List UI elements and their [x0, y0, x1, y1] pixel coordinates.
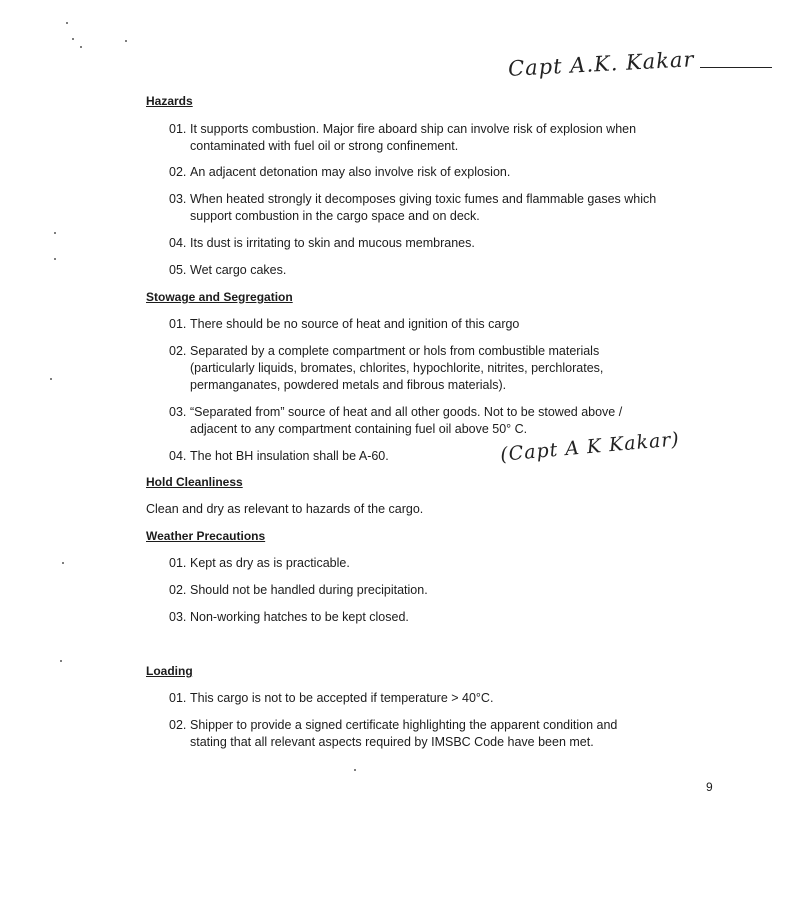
page-number: 9	[706, 780, 713, 794]
scan-speck	[354, 769, 356, 771]
hazard-item-1	[169, 121, 729, 155]
hold-cleanliness-text: Clean and dry as relevant to hazards of the cargo.	[146, 502, 424, 516]
item-number: 03.	[169, 610, 187, 624]
scan-speck	[54, 258, 56, 260]
item-text: Its dust is irritating to skin and mucous membranes.	[190, 236, 475, 250]
scan-speck	[72, 38, 74, 40]
item-number: 02.	[169, 165, 187, 179]
hazard-item-5	[169, 262, 729, 279]
hold-cleanliness-heading: Hold Cleanliness	[146, 475, 243, 489]
item-text: When heated strongly it decomposes giving toxic fumes and flammable gases which	[190, 192, 657, 206]
stowage-heading: Stowage and Segregation	[146, 290, 293, 304]
item-number: 01.	[169, 317, 187, 331]
weather-item-3	[169, 609, 729, 626]
scan-speck	[50, 378, 52, 380]
item-number: 01.	[169, 556, 187, 570]
item-text: Wet cargo cakes.	[190, 263, 287, 277]
signature-middle: (Capt A K Kakar)	[499, 428, 681, 466]
signature-underline	[700, 67, 772, 68]
item-number: 02.	[169, 344, 187, 358]
stowage-item-4	[169, 448, 729, 465]
signature-top: Capt A.K. Kakar	[507, 47, 696, 81]
item-number: 01.	[169, 691, 187, 705]
item-number: 04.	[169, 236, 187, 250]
item-text-continued: stating that all relevant aspects required by IMSBC Code have been met.	[190, 735, 594, 749]
scan-speck	[80, 46, 82, 48]
item-text-continued: permanganates, powdered metals and fibrous materials).	[190, 378, 507, 392]
item-text: This cargo is not to be accepted if temperature > 40°C.	[190, 691, 494, 705]
item-text: There should be no source of heat and ignition of this cargo	[190, 317, 520, 331]
hazard-item-3	[169, 191, 729, 225]
hazard-item-2	[169, 164, 729, 181]
scan-speck	[66, 22, 68, 24]
scan-speck	[60, 660, 62, 662]
item-text-continued: (particularly liquids, bromates, chlorites, hypochlorite, nitrites, perchlorates,	[190, 361, 604, 375]
loading-heading: Loading	[146, 664, 193, 678]
item-number: 03.	[169, 192, 187, 206]
item-text: Separated by a complete compartment or hols from combustible materials	[190, 344, 600, 358]
stowage-item-3	[169, 404, 729, 438]
scan-speck	[54, 232, 56, 234]
item-number: 01.	[169, 122, 187, 136]
hazard-item-4	[169, 235, 729, 252]
item-text-continued: support combustion in the cargo space and on deck.	[190, 209, 480, 223]
item-text: Shipper to provide a signed certificate highlighting the apparent condition and	[190, 718, 618, 732]
item-text: Non-working hatches to be kept closed.	[190, 610, 409, 624]
item-text: The hot BH insulation shall be A-60.	[190, 449, 389, 463]
item-text: Kept as dry as is practicable.	[190, 556, 350, 570]
item-number: 02.	[169, 718, 187, 732]
item-text: Should not be handled during precipitation.	[190, 583, 428, 597]
loading-item-2	[169, 717, 729, 751]
item-number: 04.	[169, 449, 187, 463]
item-text: “Separated from” source of heat and all other goods. Not to be stowed above /	[190, 405, 623, 419]
loading-item-1	[169, 690, 729, 707]
item-text-continued: contaminated with fuel oil or strong confinement.	[190, 139, 459, 153]
scan-speck	[62, 562, 64, 564]
item-text: An adjacent detonation may also involve risk of explosion.	[190, 165, 511, 179]
weather-item-2	[169, 582, 729, 599]
stowage-item-2	[169, 343, 729, 394]
hazards-heading: Hazards	[146, 94, 193, 108]
scan-speck	[125, 40, 127, 42]
item-number: 02.	[169, 583, 187, 597]
stowage-item-1	[169, 316, 729, 333]
item-number: 05.	[169, 263, 187, 277]
weather-heading: Weather Precautions	[146, 529, 266, 543]
item-number: 03.	[169, 405, 187, 419]
item-text-continued: adjacent to any compartment containing fuel oil above 50° C.	[190, 422, 528, 436]
item-text: It supports combustion. Major fire aboard ship can involve risk of explosion when	[190, 122, 637, 136]
weather-item-1	[169, 555, 729, 572]
